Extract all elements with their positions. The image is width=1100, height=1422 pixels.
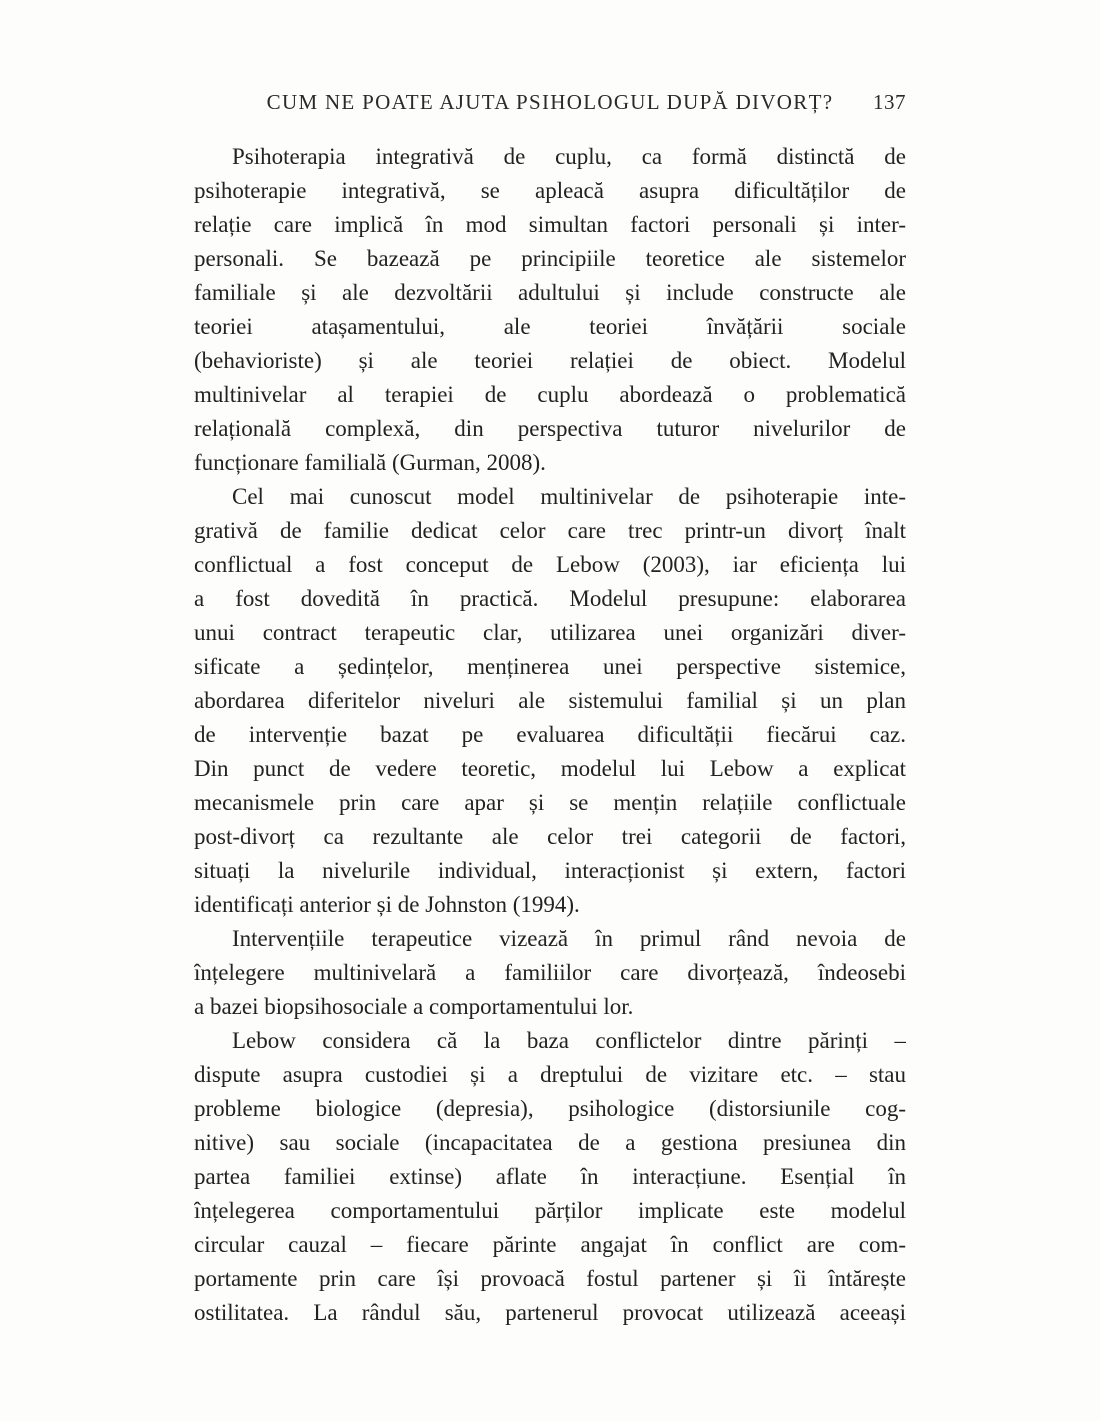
text-line: partea familiei extinse) aflate în interacțiune. Esențial în	[194, 1164, 906, 1189]
text-line: a bazei biopsihosociale a comportamentului lor.	[194, 994, 634, 1019]
text-line: Cel mai cunoscut model multinivelar de psihoterapie inte-	[232, 484, 906, 509]
text-line: a fost dovedită în practică. Modelul presupune: elaborarea	[194, 586, 906, 611]
text-line: mecanismele prin care apar și se mențin relațiile conflictuale	[194, 790, 906, 815]
text-line: post-divorț ca rezultante ale celor trei categorii de factori,	[194, 824, 906, 849]
text-line: Lebow considera că la baza conflictelor dintre părinți –	[232, 1028, 906, 1053]
text-line: Din punct de vedere teoretic, modelul lui Lebow a explicat	[194, 756, 906, 781]
text-line: teoriei atașamentului, ale teoriei învățării sociale	[194, 314, 906, 339]
text-line: circular cauzal – fiecare părinte angajat în conflict are com-	[194, 1232, 906, 1257]
text-line: înțelegerea comportamentului părților implicate este modelul	[194, 1198, 906, 1223]
text-line: nitive) sau sociale (incapacitatea de a gestiona presiunea din	[194, 1130, 906, 1155]
text-line: portamente prin care își provoacă fostul partener și îi întărește	[194, 1266, 906, 1291]
running-header-title: CUM NE POATE AJUTA PSIHOLOGUL DUPĂ DIVORȚ?	[266, 90, 834, 114]
text-line: (behavioriste) și ale teoriei relației de obiect. Modelul	[194, 348, 906, 373]
paragraph	[194, 922, 906, 1024]
text-line: Intervențiile terapeutice vizează în primul rând nevoia de	[232, 926, 906, 951]
text-line: abordarea diferitelor niveluri ale sistemului familial și un plan	[194, 688, 906, 713]
paragraph	[194, 140, 906, 480]
text-line: unui contract terapeutic clar, utilizarea unei organizări diver-	[194, 620, 906, 645]
running-header	[194, 88, 906, 120]
text-line: probleme biologice (depresia), psihologice (distorsiunile cog-	[194, 1096, 906, 1121]
text-line: funcționare familială (Gurman, 2008).	[194, 450, 546, 475]
text-line: grativă de familie dedicat celor care trec printr-un divorț înalt	[194, 518, 906, 543]
text-line: familiale și ale dezvoltării adultului și include constructe ale	[194, 280, 906, 305]
text-line: personali. Se bazează pe principiile teoretice ale sistemelor	[194, 246, 906, 271]
text-line: Psihoterapia integrativă de cuplu, ca formă distinctă de	[232, 144, 906, 169]
text-line: multinivelar al terapiei de cuplu abordează o problematică	[194, 382, 906, 407]
text-line: relație care implică în mod simultan factori personali și inter-	[194, 212, 906, 237]
text-line: ostilitatea. La rândul său, partenerul provocat utilizează aceeași	[194, 1300, 906, 1325]
text-line: relațională complexă, din perspectiva tuturor nivelurilor de	[194, 416, 906, 441]
body-text	[194, 140, 906, 1330]
text-line: dispute asupra custodiei și a dreptului de vizitare etc. – stau	[194, 1062, 906, 1087]
text-line: situați la nivelurile individual, interacționist și extern, factori	[194, 858, 906, 883]
text-line: de intervenție bazat pe evaluarea dificultății fiecărui caz.	[194, 722, 906, 747]
text-line: conflictual a fost conceput de Lebow (2003), iar eficiența lui	[194, 552, 906, 577]
text-line: psihoterapie integrativă, se apleacă asupra dificultăților de	[194, 178, 906, 203]
paragraph	[194, 480, 906, 922]
paragraph	[194, 1024, 906, 1330]
text-line: identificați anterior și de Johnston (1994).	[194, 892, 580, 917]
text-line: sificate a ședințelor, menținerea unei perspective sistemice,	[194, 654, 906, 679]
page-number: 137	[873, 90, 906, 114]
text-line: înțelegere multinivelară a familiilor care divorțează, îndeosebi	[194, 960, 906, 985]
